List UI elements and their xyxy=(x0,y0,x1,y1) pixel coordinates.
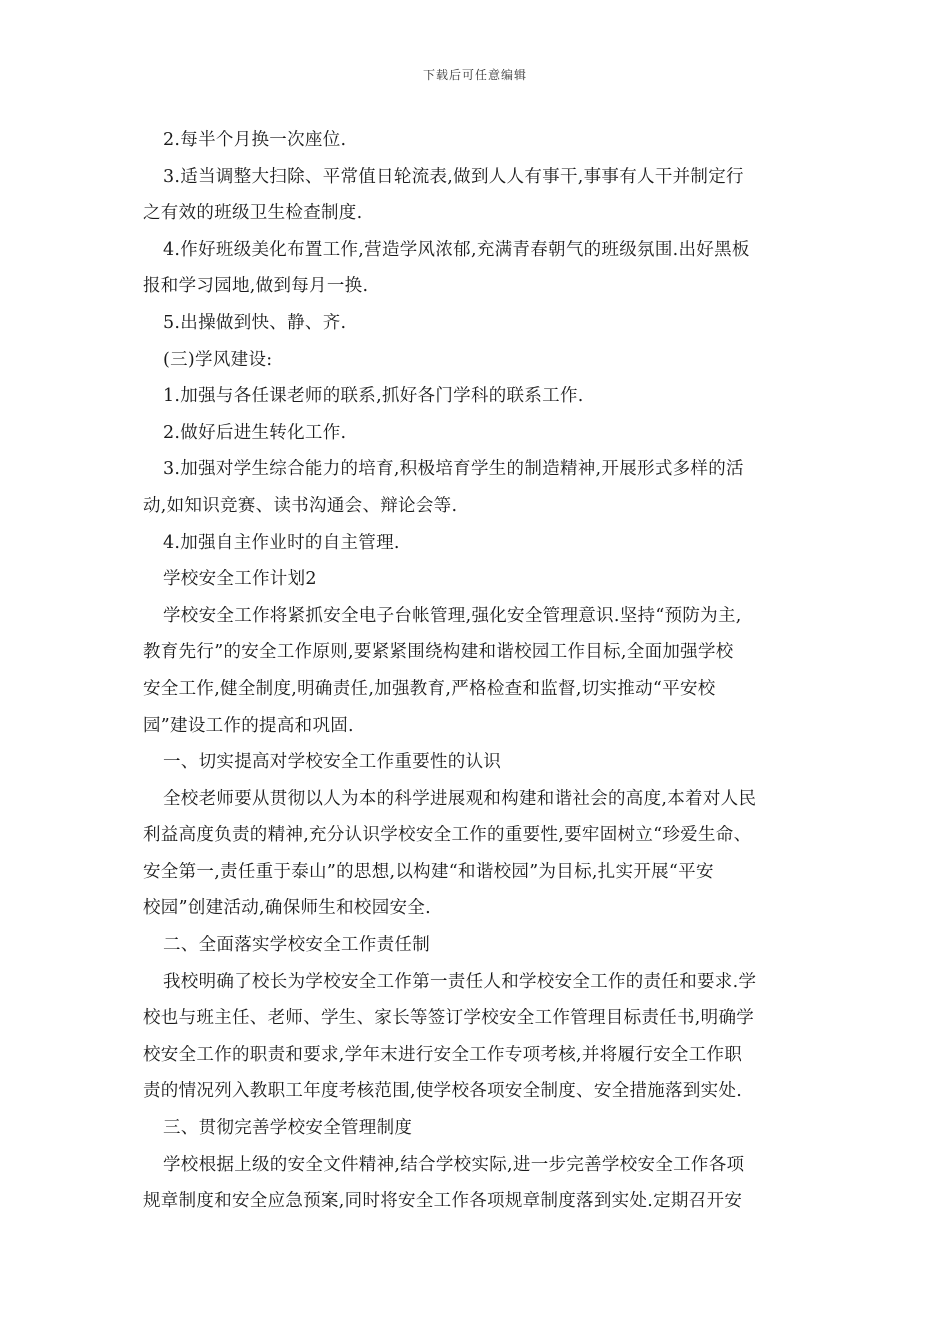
text-line: 校也与班主任、老师、学生、家长等签订学校安全工作管理目标责任书,明确学 xyxy=(143,1008,755,1029)
text-line: 报和学习园地,做到每月一换. xyxy=(143,276,369,297)
section-heading: (三)学风建设: xyxy=(163,349,273,370)
text-line: 我校明确了校长为学校安全工作第一责任人和学校安全工作的责任和要求.学 xyxy=(163,971,757,992)
text-line: 学校安全工作将紧抓安全电子台帐管理,强化安全管理意识.坚持“预防为主, xyxy=(163,605,742,626)
page-header-note: 下载后可任意编辑 xyxy=(422,68,527,82)
text-line: 校园”创建活动,确保师生和校园安全. xyxy=(143,898,431,919)
text-line: 学校根据上级的安全文件精神,结合学校实际,进一步完善学校安全工作各项 xyxy=(163,1154,745,1175)
section-heading: 三、贯彻完善学校安全管理制度 xyxy=(163,1118,413,1139)
text-line: 2.做好后进生转化工作. xyxy=(163,422,347,443)
text-line: 2.每半个月换一次座位. xyxy=(163,130,347,150)
text-line: 3.适当调整大扫除、平常值日轮流表,做到人人有事干,事事有人干并制定行 xyxy=(163,166,744,187)
text-line: 安全第一,责任重于泰山”的思想,以构建“和谐校园”为目标,扎实开展“平安 xyxy=(143,861,714,882)
section-heading: 二、全面落实学校安全工作责任制 xyxy=(163,935,430,956)
text-line: 安全工作,健全制度,明确责任,加强教育,严格检查和监督,切实推动“平安校 xyxy=(143,678,716,699)
text-line: 校安全工作的职责和要求,学年末进行安全工作专项考核,并将履行安全工作职 xyxy=(143,1044,743,1065)
text-line: 4.作好班级美化布置工作,营造学风浓郁,充满青春朝气的班级氛围.出好黑板 xyxy=(163,239,750,260)
document-title: 学校安全工作计划2 xyxy=(163,569,317,590)
text-line: 利益高度负责的精神,充分认识学校安全工作的重要性,要牢固树立“珍爱生命、 xyxy=(143,825,752,846)
text-line: 规章制度和安全应急预案,同时将安全工作各项规章制度落到实处.定期召开安 xyxy=(143,1191,743,1212)
text-line: 1.加强与各任课老师的联系,抓好各门学科的联系工作. xyxy=(163,386,584,407)
text-line: 教育先行”的安全工作原则,要紧紧围绕构建和谐校园工作目标,全面加强学校 xyxy=(143,642,734,663)
text-line: 3.加强对学生综合能力的培育,积极培育学生的制造精神,开展形式多样的活 xyxy=(163,459,744,480)
text-line: 园”建设工作的提高和巩固. xyxy=(143,715,354,736)
text-line: 5.出操做到快、静、齐. xyxy=(163,312,347,333)
text-line: 全校老师要从贯彻以人为本的科学进展观和构建和谐社会的高度,本着对人民 xyxy=(163,788,757,809)
text-line: 动,如知识竞赛、读书沟通会、辩论会等. xyxy=(143,495,458,516)
text-line: 责的情况列入教职工年度考核范围,使学校各项安全制度、安全措施落到实处. xyxy=(143,1081,743,1102)
text-line: 之有效的班级卫生检查制度. xyxy=(143,203,363,224)
section-heading: 一、切实提高对学校安全工作重要性的认识 xyxy=(163,752,502,773)
text-line: 4.加强自主作业时的自主管理. xyxy=(163,532,400,553)
document-body xyxy=(143,122,805,1220)
